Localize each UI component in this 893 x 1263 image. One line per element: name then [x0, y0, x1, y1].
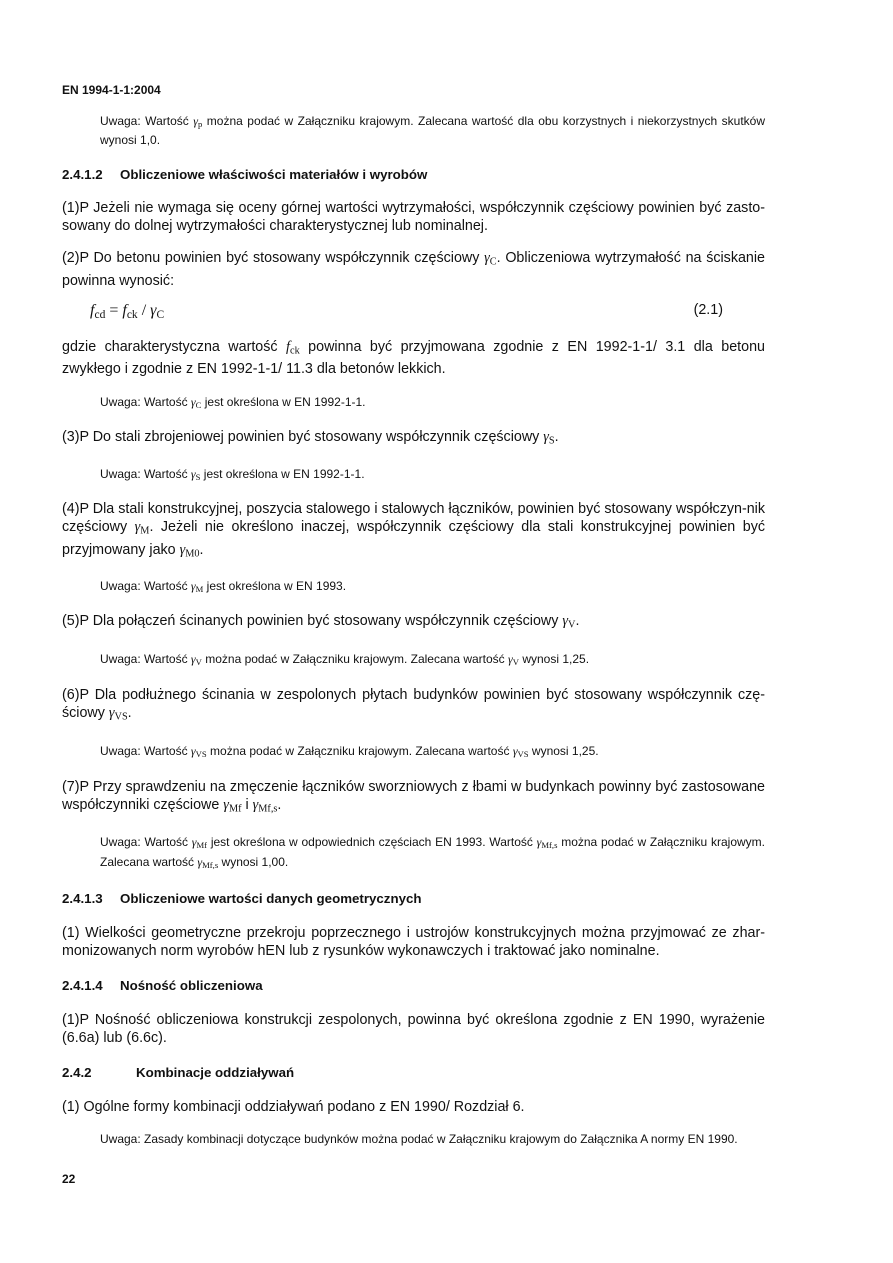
section-heading-2-4-1-2: 2.4.1.2 Obliczeniowe właściwości materiałów i wyrobów: [62, 167, 428, 183]
equation-number: (2.1): [693, 301, 723, 318]
paragraph-2412-2b: gdzie charakterystyczna wartość $f_{ck}$ powinna być przyjmowana zgodnie z EN 1992-1-1/ 3.1 dla betonu zwykłego i zgodnie z EN 1992-1-1/ 11.3 dla betonów lekkich.: [62, 338, 765, 378]
note-gamma-c: Uwaga: Wartość $\gamma_C$ jest określona w EN 1992-1-1.: [100, 395, 366, 411]
document-header: EN 1994-1-1:2004: [62, 83, 161, 97]
note-gamma-vs: Uwaga: Wartość $\gamma_{VS}$ można podać w Załączniku krajowym. Zalecana wartość $\gamma_{VS}$ wynosi 1,25.: [100, 743, 599, 759]
note-gamma-m: Uwaga: Wartość $\gamma_M$ jest określona w EN 1993.: [100, 579, 347, 595]
section-heading-2-4-1-3: 2.4.1.3 Obliczeniowe wartości danych geometrycznych: [62, 890, 422, 906]
note-gamma-mf: Uwaga: Wartość $\gamma_{Mf}$ jest określona w odpowiednich częściach EN 1993. Wartość $\gamma_{Mf,s}$ można podać w Załączniku krajowym. Zalecana wartość $\gamma_{Mf,s}$ wynosi 1,00.: [100, 835, 765, 870]
note-gamma-p: Uwaga: Wartość $\gamma_p$ można podać w Załączniku krajowym. Zalecana wartość dla obu korzystnych i niekorzystnych skutków wynosi 1,0.: [100, 114, 765, 148]
page-content: [62, 113, 765, 1147]
paragraph-2413-1: (1) Wielkości geometryczne przekroju poprzecznego i ustrojów konstrukcyjnych można przyjmować ze zhar-monizowanych norm wyrobów hEN lub z rysunków wykonawczych i traktować jako nominalne.: [62, 924, 765, 959]
section-heading-2-4-1-4: 2.4.1.4 Nośność obliczeniowa: [62, 977, 263, 993]
paragraph-242-1: (1) Ogólne formy kombinacji oddziaływań podano z EN 1990/ Rozdział 6.: [62, 1098, 525, 1115]
paragraph-2412-4: (4)P Dla stali konstrukcyjnej, poszycia stalowego i stalowych łączników, powinien być stosowany współczyn-nik częściowy $\gamma_M$. Jeżeli nie określono inaczej, współczynnik częściowy dla stali konstrukcyjnej powinien być przyjmowany jako $\gamma_{M0}$.: [62, 501, 765, 560]
paragraph-2412-1: (1)P Jeżeli nie wymaga się oceny górnej wartości wytrzymałości, współczynnik częściowy powinien być zasto-sowany do dolnej wytrzymałości charakterystycznej lub nominalnej.: [62, 200, 765, 235]
note-gamma-s: Uwaga: Wartość $\gamma_S$ jest określona w EN 1992-1-1.: [100, 467, 365, 483]
gamma-symbol: γ: [193, 114, 198, 128]
formula-2-1: [62, 302, 765, 324]
paragraph-2412-5: (5)P Dla połączeń ścinanych powinien być stosowany współczynnik częściowy $\gamma_V$.: [62, 613, 580, 631]
page-number: 22: [62, 1172, 76, 1186]
formula-expression: $f_{cd} = f_{ck} / \gamma_C$: [90, 301, 165, 321]
note-gamma-v: Uwaga: Wartość $\gamma_V$ można podać w Załączniku krajowym. Zalecana wartość $\gamma_V$ wynosi 1,25.: [100, 652, 590, 668]
paragraph-2412-2: (2)P Do betonu powinien być stosowany współczynnik częściowy $\gamma_C$. Obliczeniowa wytrzymałość na ściskanie powinna wynosić:: [62, 250, 765, 289]
paragraph-2412-3: (3)P Do stali zbrojeniowej powinien być stosowany współczynnik częściowy $\gamma_S$.: [62, 429, 559, 447]
note-combinations: Uwaga: Zasady kombinacji dotyczące budynków można podać w Załączniku krajowym do Załącznika A normy EN 1990.: [100, 1131, 738, 1146]
paragraph-2414-1: (1)P Nośność obliczeniowa konstrukcji zespolonych, powinna być określona zgodnie z EN 1990, wyrażenie (6.6a) lub (6.6c).: [62, 1011, 765, 1046]
paragraph-2412-6: (6)P Dla podłużnego ścinania w zespolonych płytach budynków powinien być stosowany współczynnik czę-ściowy $\gamma_{VS}$.: [62, 687, 765, 723]
paragraph-2412-7: (7)P Przy sprawdzeniu na zmęczenie łączników sworzniowych z łbami w budynkach powinny być zastosowane współczynniki częściowe $\gamma_{Mf}$ i $\gamma_{Mf,s}$.: [62, 778, 765, 815]
section-heading-2-4-2: 2.4.2 Kombinacje oddziaływań: [62, 1064, 295, 1080]
